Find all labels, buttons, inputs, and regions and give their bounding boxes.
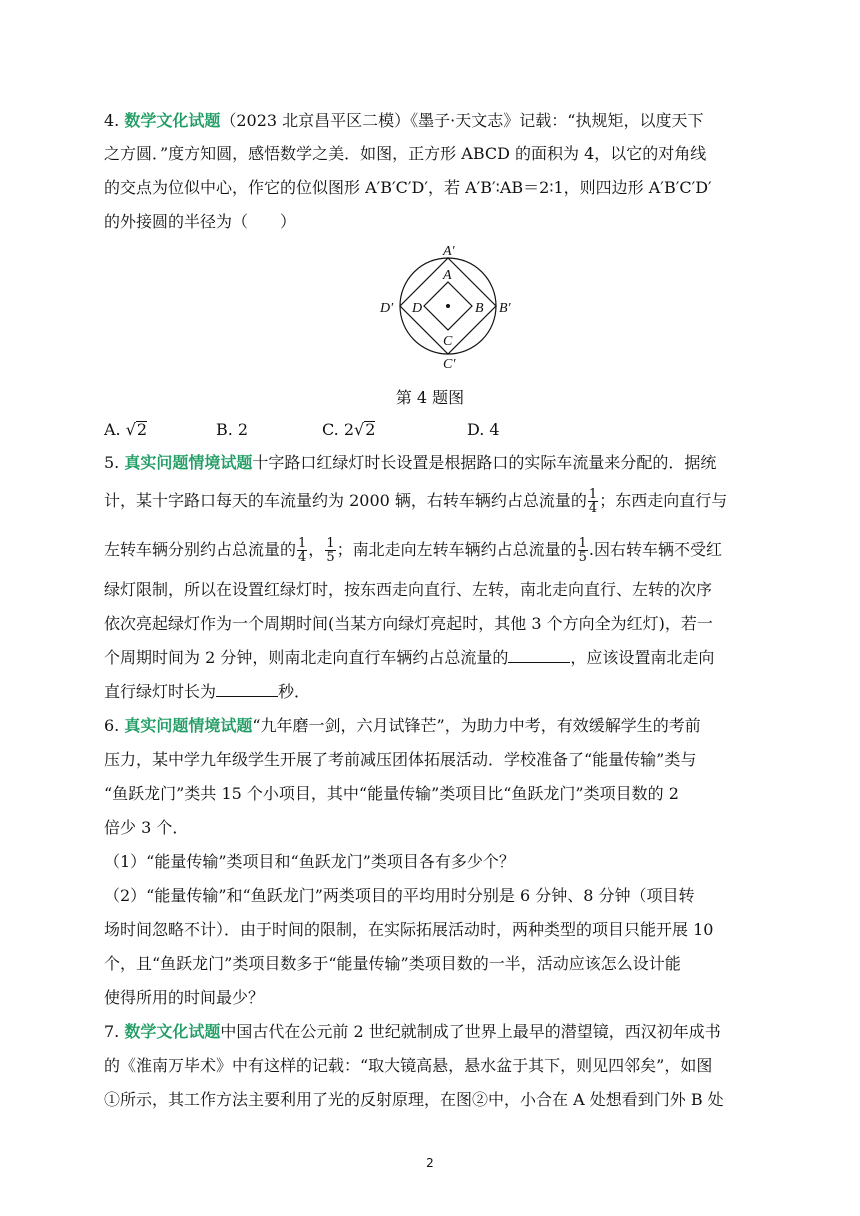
- q5-line-1: 5. 真实问题情境试题十字路口红绿灯时长设置是根据路口的实际车流量来分配的．据统: [104, 453, 717, 472]
- q4-option-a[interactable]: A. √2: [104, 420, 148, 439]
- label-B: B: [475, 301, 484, 316]
- answer-blank-seconds[interactable]: [216, 682, 278, 697]
- q4-option-d[interactable]: D. 4: [467, 420, 500, 439]
- q5-line-2: 计，某十字路口每天的车流量约为 2000 辆，右转车辆约占总流量的 $\frac{1}{4}$ ；东西走向直行与: [104, 487, 728, 516]
- label-D-prime: D′: [380, 301, 394, 316]
- page-number: 2: [426, 1156, 434, 1170]
- center-point: [446, 304, 450, 308]
- q6-subquestion-1: （1）“能量传输”类项目和“鱼跃龙门”类项目各有多少个？: [104, 852, 515, 871]
- q7-line-3: ①所示，其工作方法主要利用了光的反射原理，在图②中，小合在 A 处想看到门外 B 处: [104, 1090, 724, 1109]
- q4-line-1: [104, 111, 703, 131]
- label-B-prime: B′: [499, 301, 511, 316]
- fraction-one-quarter: $\frac{1}{4}$: [588, 487, 598, 516]
- q5-line-3: 左转车辆分别约占总流量的 $\frac{1}{4}$ ， $\frac{1}{5}$ ；南北走向左转车辆约占总流量的 $\frac{1}{5}$ .因右转车辆不受红: [104, 536, 722, 565]
- q4-category-tag: 数学文化试题: [124, 111, 221, 130]
- q4-line-3: 的交点为位似中心，作它的位似图形 A′B′C′D′，若 A′B′∶AB＝2∶1，则四边形 A′B′C′D′: [104, 178, 712, 197]
- q7-number: 7.: [104, 1022, 120, 1041]
- q4-text: （2023 北京昌平区二模）《墨子·天文志》记载：“执规矩，以度天下: [220, 111, 704, 130]
- q7-line-2: 的《淮南万毕术》中有这样的记载：“取大镜高悬，悬水盆于其下，则见四邻矣”，如图: [104, 1056, 713, 1075]
- q6-number: 6.: [104, 716, 120, 735]
- q5-line-6: 个周期时间为 2 分钟，则南北走向直行车辆约占总流量的 ，应该设置南北走向: [104, 648, 715, 667]
- label-A: A: [443, 268, 452, 283]
- fraction-one-fifth: $\frac{1}{5}$: [326, 536, 335, 565]
- label-A-prime: A′: [443, 244, 455, 259]
- fraction-one-quarter: $\frac{1}{4}$: [298, 536, 307, 565]
- q4-line-2: 之方圆．”度方知圆，感悟数学之美．如图，正方形 ABCD 的面积为 4，以它的对角线: [104, 144, 707, 163]
- label-C-prime: C′: [443, 357, 456, 372]
- label-C: C: [443, 334, 453, 349]
- q7-category-tag: 数学文化试题: [124, 1022, 221, 1041]
- q6-subquestion-2: （2）“能量传输”和“鱼跃龙门”两类项目的平均用时分别是 6 分钟、8 分钟（项目转: [104, 886, 695, 905]
- q5-number: 5.: [104, 453, 120, 472]
- q6-line-3: “鱼跃龙门”类共 15 个小项目，其中“能量传输”类项目比“鱼跃龙门”类项目数的 2: [104, 784, 679, 803]
- q5-line-7: 直行绿灯时长为 秒．: [104, 682, 311, 701]
- q5-line-4: 绿灯限制，所以在设置红绿灯时，按东西走向直行、左转，南北走向直行、左转的次序: [104, 580, 713, 599]
- q4-figure-caption: 第 4 题图: [395, 388, 465, 407]
- q5-line-5: 依次亮起绿灯作为一个周期时间(当某方向绿灯亮起时，其他 3 个方向全为红灯)，若一: [104, 614, 713, 633]
- answer-blank-ratio[interactable]: [508, 648, 570, 663]
- q7-line-1: 7. 数学文化试题中国古代在公元前 2 世纪就制成了世界上最早的潜望镜，西汉初年成书: [104, 1022, 721, 1041]
- fraction-one-fifth: $\frac{1}{5}$: [578, 536, 587, 565]
- q6-line-4: 倍少 3 个．: [104, 818, 189, 837]
- q6-line-7: 场时间忽略不计）．由于时间的限制，在实际拓展活动时，两种类型的项目只能开展 10: [104, 920, 714, 939]
- q4-line-4: 的外接圆的半径为（ ）: [104, 212, 297, 231]
- q4-option-c[interactable]: C. 2√2: [322, 420, 376, 439]
- q5-category-tag: 真实问题情境试题: [124, 453, 253, 472]
- q6-line-2: 压力，某中学九年级学生开展了考前减压团体拓展活动．学校准备了“能量传输”类与: [104, 750, 697, 769]
- q6-line-8: 个，且“鱼跃龙门”类项目数多于“能量传输”类项目数的一半，活动应该怎么设计能: [104, 954, 681, 973]
- label-D: D: [412, 301, 423, 316]
- q4-option-b[interactable]: B. 2: [216, 420, 249, 439]
- q6-line-1: 6. 真实问题情境试题“九年磨一剑，六月试锋芒”，为助力中考，有效缓解学生的考前: [104, 716, 701, 735]
- q6-line-9: 使得所用的时间最少？: [104, 988, 265, 1007]
- q6-category-tag: 真实问题情境试题: [124, 716, 253, 735]
- q4-figure: [370, 240, 520, 372]
- q4-number: 4.: [104, 111, 120, 130]
